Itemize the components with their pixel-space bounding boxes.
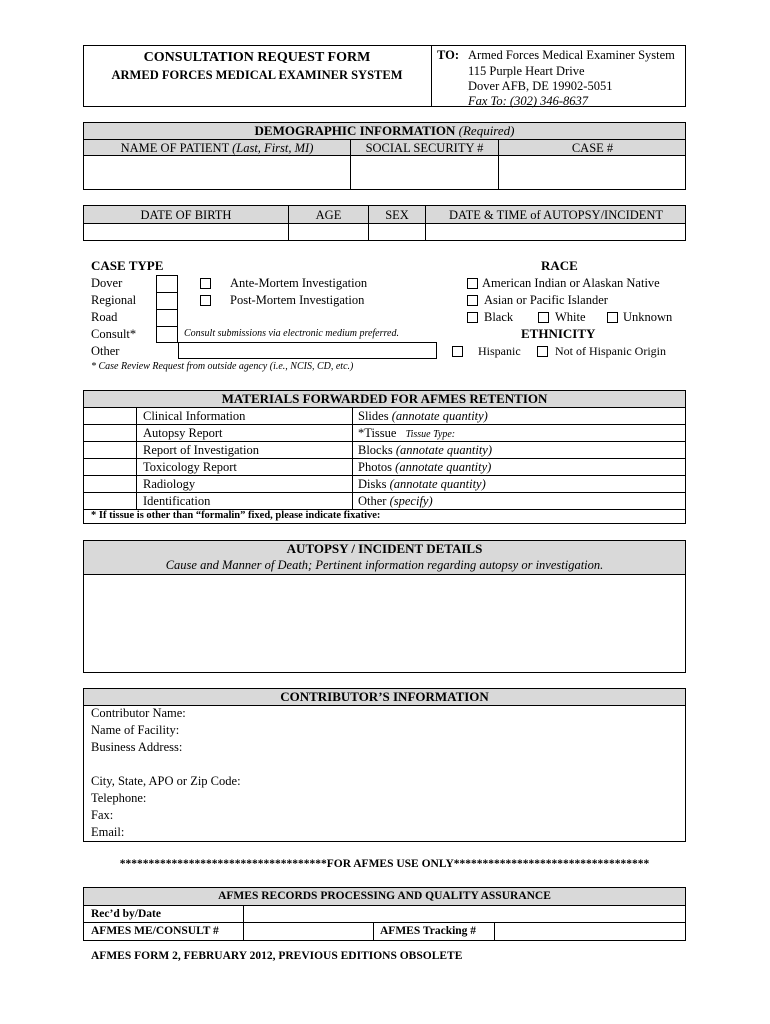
sex-label: SEX: [385, 208, 409, 222]
case-type-road: Road: [91, 310, 118, 324]
postmortem-label: Post-Mortem Investigation: [230, 293, 365, 307]
tracking-field[interactable]: [495, 923, 685, 940]
form-footer: AFMES FORM 2, FEBRUARY 2012, PREVIOUS EDITIONS OBSOLETE: [91, 950, 463, 962]
fixative-note: * If tissue is other than “formalin” fixed, please indicate fixative:: [91, 510, 381, 521]
ssn-label: SOCIAL SECURITY #: [365, 141, 484, 155]
materials-investigation-report: Report of Investigation: [143, 443, 259, 457]
tissue-type-label: Tissue Type:: [405, 429, 456, 440]
materials-toxicology-report: Toxicology Report: [143, 460, 237, 474]
investigation-report-box[interactable]: [84, 442, 135, 458]
contributor-name-label: Contributor Name:: [91, 706, 186, 720]
case-type-consult-box[interactable]: [156, 326, 178, 343]
consult-note: Consult submissions via electronic medium preferred.: [184, 328, 399, 339]
disks-label: Disks: [358, 477, 387, 491]
age-label: AGE: [315, 208, 342, 222]
facility-name-field[interactable]: [190, 723, 684, 738]
radiology-box[interactable]: [84, 476, 135, 492]
telephone-label: Telephone:: [91, 791, 147, 805]
identification-box[interactable]: [84, 493, 135, 509]
postmortem-checkbox[interactable]: [200, 295, 211, 306]
fax-field[interactable]: [120, 808, 684, 823]
race-white-label: White: [555, 310, 586, 324]
case-type-regional-box[interactable]: [156, 292, 178, 309]
blocks-label: Blocks: [358, 443, 393, 457]
age-field[interactable]: [289, 224, 367, 240]
ethnicity-heading: ETHNICITY: [521, 326, 596, 341]
materials-other: [358, 493, 433, 509]
race-heading: RACE: [541, 258, 578, 273]
disks-note: (annotate quantity): [389, 477, 486, 491]
business-address-field[interactable]: [190, 740, 684, 772]
case-review-footnote: * Case Review Request from outside agency (i.e., NCIS, CD, etc.): [91, 361, 354, 372]
patient-name-header: [84, 140, 350, 156]
city-state-zip-label: City, State, APO or Zip Code:: [91, 774, 241, 788]
ethnicity-hispanic-checkbox[interactable]: [452, 346, 463, 357]
demographic-heading-text: DEMOGRAPHIC INFORMATION: [254, 123, 456, 138]
case-type-road-box[interactable]: [156, 309, 178, 326]
patient-name-field[interactable]: [84, 156, 349, 189]
case-number-label: CASE #: [571, 141, 614, 155]
business-address-label: Business Address:: [91, 740, 183, 754]
materials-heading: MATERIALS FORWARDED FOR AFMES RETENTION: [221, 391, 548, 406]
race-black-checkbox[interactable]: [467, 312, 478, 323]
facility-name-label: Name of Facility:: [91, 723, 180, 737]
records-heading: AFMES RECORDS PROCESSING AND QUALITY ASSURANCE: [218, 890, 551, 902]
recd-by-date-label: Rec’d by/Date: [91, 908, 161, 920]
recd-by-date-field[interactable]: [244, 906, 685, 922]
case-type-dover-box[interactable]: [156, 275, 178, 292]
email-field[interactable]: [130, 825, 684, 840]
materials-blocks: [358, 442, 492, 458]
slides-note: (annotate quantity): [391, 409, 488, 423]
fax-label: Fax:: [91, 808, 114, 822]
email-label: Email:: [91, 825, 125, 839]
case-type-dover: Dover: [91, 276, 123, 290]
race-black-label: Black: [484, 310, 514, 324]
materials-autopsy-report: Autopsy Report: [143, 426, 223, 440]
clinical-info-box[interactable]: [84, 408, 135, 424]
photos-label: Photos: [358, 460, 393, 474]
case-type-heading: CASE TYPE: [91, 258, 164, 273]
case-type-consult: Consult*: [91, 327, 137, 341]
case-type-regional: Regional: [91, 293, 137, 307]
dob-label: DATE OF BIRTH: [140, 208, 232, 222]
contributor-heading: CONTRIBUTOR’S INFORMATION: [280, 689, 489, 704]
afmes-use-only-banner: ************************************FOR AFMES USE ONLY**********************************: [119, 858, 650, 870]
other-note: (specify): [389, 494, 433, 508]
race-american-indian-label: American Indian or Alaskan Native: [482, 276, 660, 290]
race-unknown-label: Unknown: [623, 310, 673, 324]
materials-slides: [358, 408, 488, 424]
form-title: CONSULTATION REQUEST FORM: [143, 50, 371, 65]
case-number-field[interactable]: [499, 156, 685, 189]
case-type-other-field[interactable]: [178, 342, 437, 359]
autopsy-details-subheading: Cause and Manner of Death; Pertinent information regarding autopsy or investigation.: [165, 558, 604, 572]
toxicology-report-box[interactable]: [84, 459, 135, 475]
autopsy-report-box[interactable]: [84, 425, 135, 441]
case-type-other: Other: [91, 344, 120, 358]
ethnicity-hispanic-label: Hispanic: [478, 344, 521, 358]
race-white-checkbox[interactable]: [538, 312, 549, 323]
materials-tissue: [358, 425, 455, 443]
ethnicity-not-hispanic-checkbox[interactable]: [537, 346, 548, 357]
ethnicity-not-hispanic-label: Not of Hispanic Origin: [555, 344, 666, 358]
form-subtitle: ARMED FORCES MEDICAL EXAMINER SYSTEM: [111, 68, 403, 82]
blocks-note: (annotate quantity): [395, 443, 493, 457]
antemortem-label: Ante-Mortem Investigation: [230, 276, 368, 290]
header-divider: [431, 45, 432, 107]
dob-field[interactable]: [84, 224, 287, 240]
autopsy-datetime-label: DATE & TIME of AUTOPSY/INCIDENT: [448, 208, 664, 222]
other-label: Other: [358, 494, 387, 508]
autopsy-datetime-field[interactable]: [426, 224, 685, 240]
to-label: TO:: [437, 48, 459, 62]
me-consult-field[interactable]: [244, 923, 372, 940]
materials-identification: Identification: [143, 494, 211, 508]
to-fax: Fax To: (302) 346-8637: [468, 94, 589, 108]
autopsy-details-field[interactable]: [84, 575, 685, 672]
to-line3: Dover AFB, DE 19902-5051: [468, 79, 613, 93]
slides-label: Slides: [358, 409, 389, 423]
contributor-name-field[interactable]: [190, 706, 684, 721]
demographic-required-note: (Required): [458, 123, 515, 138]
sex-field[interactable]: [369, 224, 424, 240]
materials-clinical-info: Clinical Information: [143, 409, 246, 423]
photos-note: (annotate quantity): [395, 460, 492, 474]
demographic-heading: [83, 123, 686, 139]
to-line2: 115 Purple Heart Drive: [468, 64, 585, 78]
ssn-field[interactable]: [351, 156, 497, 189]
materials-disks: [358, 476, 486, 492]
city-state-zip-field[interactable]: [250, 774, 684, 789]
to-line1: Armed Forces Medical Examiner System: [468, 48, 675, 62]
patient-name-label: NAME OF PATIENT: [120, 141, 229, 155]
tissue-label: *Tissue: [358, 426, 397, 440]
race-american-indian-checkbox[interactable]: [467, 278, 478, 289]
telephone-field[interactable]: [150, 791, 684, 806]
me-consult-label: AFMES ME/CONSULT #: [91, 925, 219, 937]
race-asian-label: Asian or Pacific Islander: [484, 293, 608, 307]
tracking-label: AFMES Tracking #: [380, 925, 477, 937]
materials-photos: [358, 459, 491, 475]
materials-radiology: Radiology: [143, 477, 196, 491]
patient-name-note: (Last, First, MI): [232, 141, 314, 155]
autopsy-details-heading: AUTOPSY / INCIDENT DETAILS: [286, 541, 483, 556]
race-unknown-checkbox[interactable]: [607, 312, 618, 323]
race-asian-checkbox[interactable]: [467, 295, 478, 306]
antemortem-checkbox[interactable]: [200, 278, 211, 289]
